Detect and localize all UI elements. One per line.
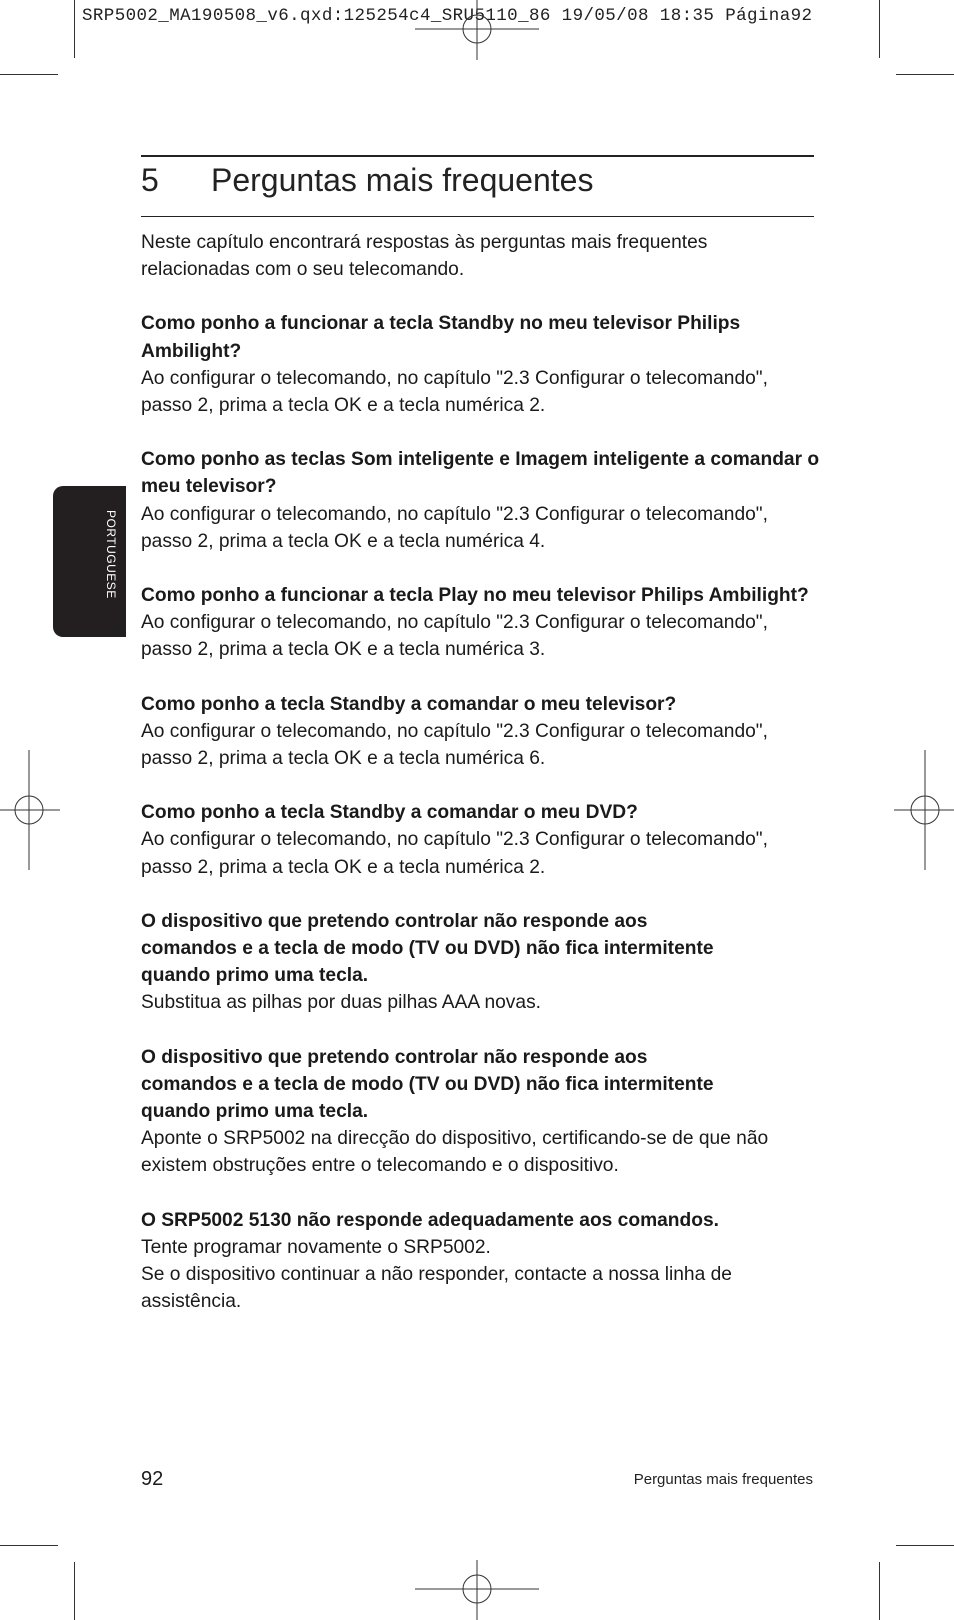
crop-mark — [74, 0, 75, 58]
faq-answer: Ao configurar o telecomando, no capítulo "2.3 Configurar o telecomando", passo 2, prima a tecla OK e a tecla numérica 6. — [141, 720, 768, 770]
faq-item — [141, 582, 821, 664]
crop-mark — [879, 1562, 880, 1620]
crop-mark — [879, 0, 880, 58]
faq-answer: Aponte o SRP5002 na direcção do dispositivo, certificando-se de que não existem obstruções entre o telecomando e o dispositivo. — [141, 1128, 769, 1177]
faq-answer: Ao configurar o telecomando, no capítulo "2.3 Configurar o telecomando", passo 2, prima a tecla OK e a tecla numérica 4. — [141, 503, 768, 552]
print-slug: SRP5002_MA190508_v6.qxd:125254c4_SRU5110_86 19/05/08 18:35 Página92 — [82, 6, 813, 26]
faq-question: Como ponho a funcionar a tecla Play no meu televisor Philips Ambilight? — [141, 585, 809, 607]
faq-item — [141, 446, 821, 555]
faq-item — [141, 1207, 821, 1316]
chapter-title: Perguntas mais frequentes — [211, 162, 594, 198]
registration-mark-icon — [0, 750, 60, 870]
crop-mark — [0, 1545, 58, 1546]
faq-answer: Ao configurar o telecomando, no capítulo "2.3 Configurar o telecomando", passo 2, prima a tecla OK e a tecla numérica 3. — [141, 612, 768, 661]
registration-mark-icon — [894, 750, 954, 870]
page-number: 92 — [141, 1468, 164, 1490]
faq-question: Como ponho a tecla Standby a comandar o meu televisor? — [141, 693, 677, 715]
crop-mark — [74, 1562, 75, 1620]
faq-content — [141, 229, 821, 1343]
faq-answer: Ao configurar o telecomando, no capítulo "2.3 Configurar o telecomando", passo 2, prima a tecla OK e a tecla numérica 2. — [141, 367, 768, 417]
faq-item — [141, 691, 821, 773]
faq-answer-extra: Se o dispositivo continuar a não responder, contacte a nossa linha de assistência. — [141, 1264, 732, 1313]
faq-question: O dispositivo que pretendo controlar não responde aos comandos e a tecla de modo (TV ou DVD) não fica intermitente quando primo uma tecla. — [141, 1046, 714, 1123]
running-footer-title: Perguntas mais frequentes — [633, 1471, 813, 1488]
registration-mark-icon — [415, 1560, 539, 1620]
faq-answer: Tente programar novamente o SRP5002. — [141, 1236, 491, 1258]
faq-item — [141, 908, 741, 1017]
chapter-rule-bottom — [141, 216, 814, 217]
faq-item — [141, 1044, 821, 1180]
faq-question: O dispositivo que pretendo controlar não responde aos comandos e a tecla de modo (TV ou DVD) não fica intermitente quando primo uma tecla. — [141, 910, 714, 987]
chapter-heading — [141, 162, 593, 199]
chapter-rule-top — [141, 155, 814, 157]
crop-mark — [896, 74, 954, 75]
crop-mark — [896, 1545, 954, 1546]
faq-item — [141, 310, 821, 419]
faq-question: Como ponho as teclas Som inteligente e Imagem inteligente a comandar o meu televisor? — [141, 449, 820, 498]
chapter-number: 5 — [141, 162, 159, 198]
faq-question: Como ponho a funcionar a tecla Standby no meu televisor Philips Ambilight? — [141, 313, 741, 362]
registration-mark-icon — [415, 0, 539, 60]
faq-question: Como ponho a tecla Standby a comandar o meu DVD? — [141, 802, 638, 824]
intro-paragraph: Neste capítulo encontrará respostas às perguntas mais frequentes relacionadas com o seu telecomando. — [141, 232, 708, 281]
faq-answer: Ao configurar o telecomando, no capítulo "2.3 Configurar o telecomando", passo 2, prima a tecla OK e a tecla numérica 2. — [141, 829, 768, 878]
faq-item — [141, 799, 821, 881]
crop-mark — [0, 74, 58, 75]
faq-question: O SRP5002 5130 não responde adequadamente aos comandos. — [141, 1209, 719, 1231]
language-tab-label: PORTUGUESE — [104, 510, 118, 599]
faq-answer: Substitua as pilhas por duas pilhas AAA novas. — [141, 992, 541, 1014]
